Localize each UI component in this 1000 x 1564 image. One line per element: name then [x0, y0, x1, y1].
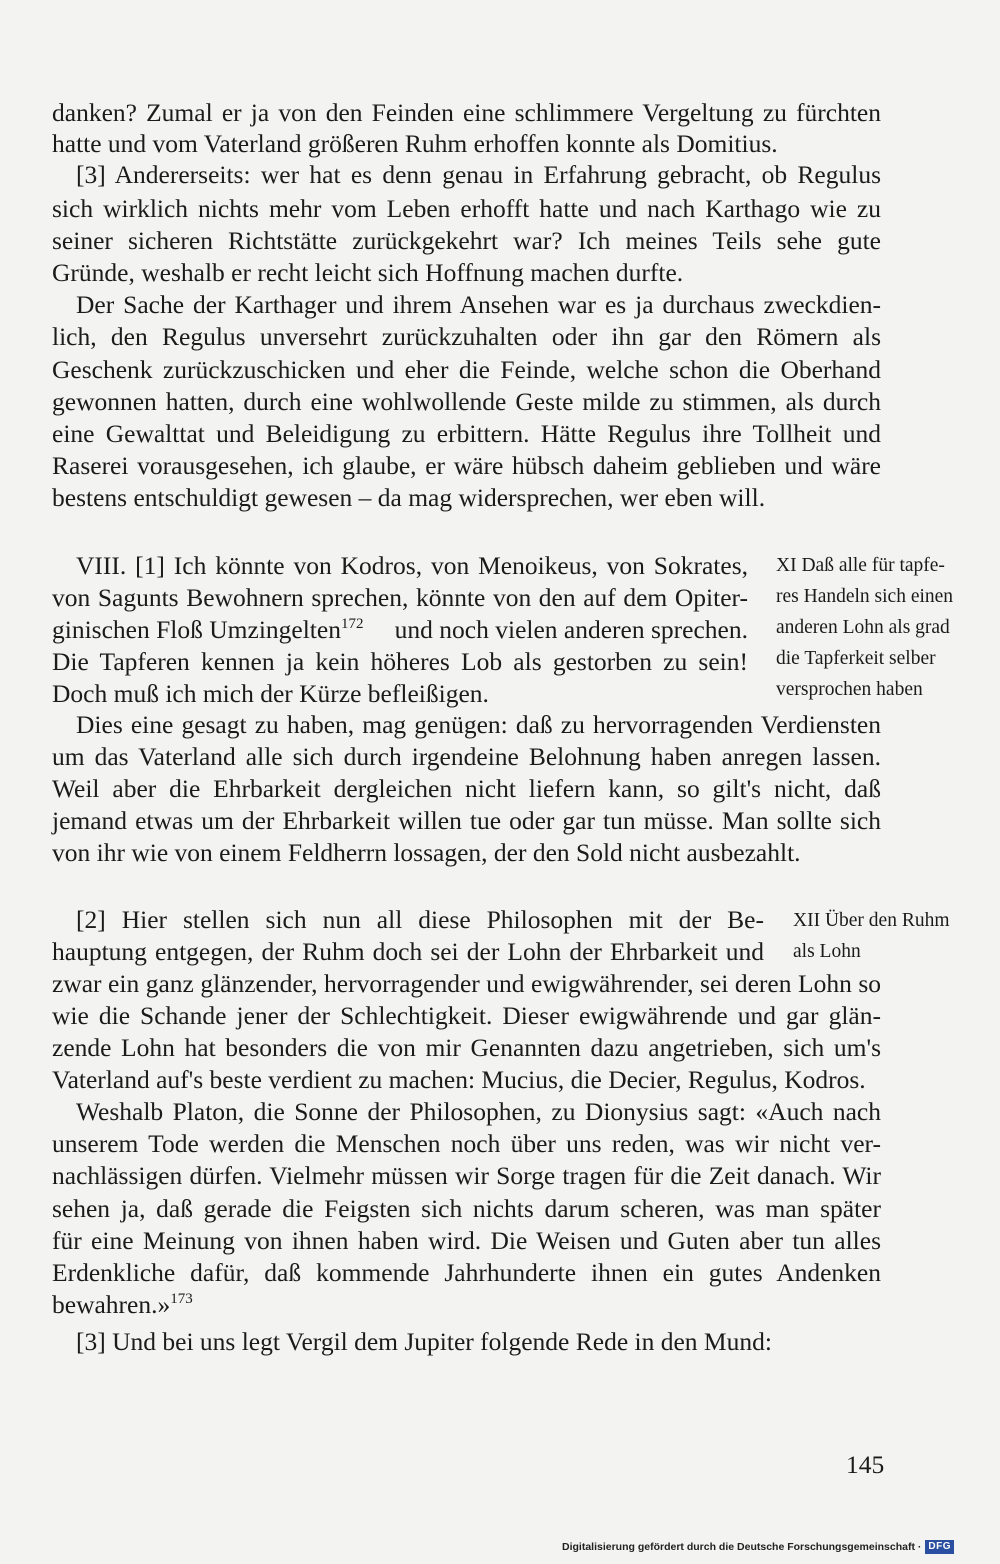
text-line: Weil aber die Ehrbarkeit dergleichen nicht liefern kann, so gilt's nicht, daß — [52, 774, 881, 803]
text-line: zende Lohn hat besonders die von mir Genannten dazu angetrieben, sich um's — [52, 1033, 881, 1062]
footnote-ref[interactable]: 173 — [170, 1291, 193, 1307]
text-line: danken? Zumal er ja von den Feinden eine schlimmere Vergeltung zu fürchten — [52, 98, 881, 127]
marginal-note-line: XII Über den Ruhm — [793, 910, 950, 931]
text-fragment: ginischen Floß Umzingelten$^{172}$ — [52, 615, 364, 644]
text-line: sehen ja, daß gerade die Feigsten sich nichts darum scheren, was man später — [52, 1194, 881, 1223]
text-line: hatte und vom Vaterland größeren Ruhm erhoffen konnte als Domitius. — [52, 129, 778, 158]
text-line: bestens entschuldigt gewesen – da mag widersprechen, wer eben will. — [52, 483, 766, 512]
text-line: Raserei vorausgesehen, ich glaube, er wäre hübsch daheim geblieben und wäre — [52, 451, 881, 480]
footer-text: Digitalisierung gefördert durch die Deutsche Forschungsgemeinschaft · — [562, 1541, 922, 1553]
text-line: für eine Meinung von ihnen haben wird. Die Weisen und Guten aber tun alles — [52, 1226, 881, 1255]
text-line: nachlässigen dürfen. Vielmehr müssen wir Sorge tragen für die Zeit danach. Wir — [52, 1161, 881, 1190]
text-line: Weshalb Platon, die Sonne der Philosophen, zu Dionysius sagt: «Auch nach — [76, 1097, 881, 1126]
chapter-heading-line: VIII. [1] Ich könnte von Kodros, von Menoikeus, von Sokrates, — [76, 551, 748, 580]
text-line — [52, 1290, 193, 1320]
page-number: 145 — [846, 1450, 885, 1479]
text-line: Dies eine gesagt zu haben, mag genügen: daß zu hervorragenden Verdiensten — [76, 710, 881, 739]
text-line: zwar ein ganz glänzender, hervorragender und ewigwährender, sei deren Lohn so — [52, 969, 881, 998]
text-line: [2] Hier stellen sich nun all diese Philosophen mit der Be- — [76, 905, 764, 934]
text-line: von Sagunts Bewohnern sprechen, könnte von den auf dem Opiter- — [52, 583, 748, 612]
text-line: [3] Andererseits: wer hat es denn genau in Erfahrung gebracht, ob Regulus — [76, 160, 881, 189]
text-line: seiner sicheren Richtstätte zurückgekehrt war? Ich meines Teils sehe gute — [52, 226, 881, 255]
text-line: Vaterland auf's beste verdient zu machen: Mucius, die Decier, Regulus, Kodros. — [52, 1065, 866, 1094]
text-line: Der Sache der Karthager und ihrem Ansehen war es ja durchaus zweckdien- — [76, 290, 881, 319]
marginal-note-line: anderen Lohn als grad — [776, 617, 950, 638]
text-line: eine Gewalttat und Beleidigung zu erbittern. Hätte Regulus ihre Tollheit und — [52, 419, 881, 448]
text-line: unserem Tode werden die Menschen noch über uns reden, was wir nicht ver- — [52, 1129, 881, 1158]
digitization-footer — [562, 1540, 954, 1554]
text-line: Geschenk zurückzuschicken und eher die Feinde, welche schon die Oberhand — [52, 355, 881, 384]
text-line: wie die Schande jener der Schlechtigkeit. Dieser ewigwährende und gar glän- — [52, 1001, 881, 1030]
marginal-note-line: die Tapferkeit selber — [776, 648, 936, 669]
marginal-note-line: res Handeln sich einen — [776, 586, 954, 607]
marginal-note-line: versprochen haben — [776, 679, 923, 700]
text-line: jemand etwas um der Ehrbarkeit willen tue oder gar tun müsse. Man sollte sich — [52, 806, 881, 835]
text-line: lich, den Regulus unversehrt zurückzuhalten oder ihn gar den Römern als — [52, 322, 881, 351]
marginal-note-line: als Lohn — [793, 941, 861, 962]
text-line: Gründe, weshalb er recht leicht sich Hoffnung machen durfte. — [52, 258, 684, 287]
text-line: Erdenkliche dafür, daß kommende Jahrhunderte ihnen ein gutes Andenken — [52, 1258, 881, 1287]
marginal-note-line: XI Daß alle für tapfe- — [776, 555, 945, 576]
text-line: um das Vaterland alle sich durch irgendeine Belohnung haben anregen lassen. — [52, 742, 881, 771]
footnote-ref[interactable]: 172 — [340, 616, 364, 632]
text-fragment: und noch vielen anderen sprechen. — [394, 615, 748, 644]
text-line: [3] Und bei uns legt Vergil dem Jupiter folgende Rede in den Mund: — [76, 1327, 772, 1356]
text-line: hauptung entgegen, der Ruhm doch sei der Lohn der Ehrbarkeit und — [52, 937, 764, 966]
text-line: gewonnen hatten, durch eine wohlwollende Geste milde zu stimmen, als durch — [52, 387, 881, 416]
text-line — [52, 615, 748, 645]
text-line: Doch muß ich mich der Kürze befleißigen. — [52, 679, 489, 708]
text-line: sich wirklich nichts mehr vom Leben erhofft hatte und nach Karthago wie zu — [52, 194, 881, 223]
text-line: von ihr wie von einem Feldherrn lossagen, der den Sold nicht ausbezahlt. — [52, 838, 801, 867]
text-line: Die Tapferen kennen ja kein höheres Lob als gestorben zu sein! — [52, 647, 748, 676]
text-fragment: bewahren.» — [52, 1290, 171, 1319]
dfg-logo-icon: DFG — [925, 1540, 954, 1554]
